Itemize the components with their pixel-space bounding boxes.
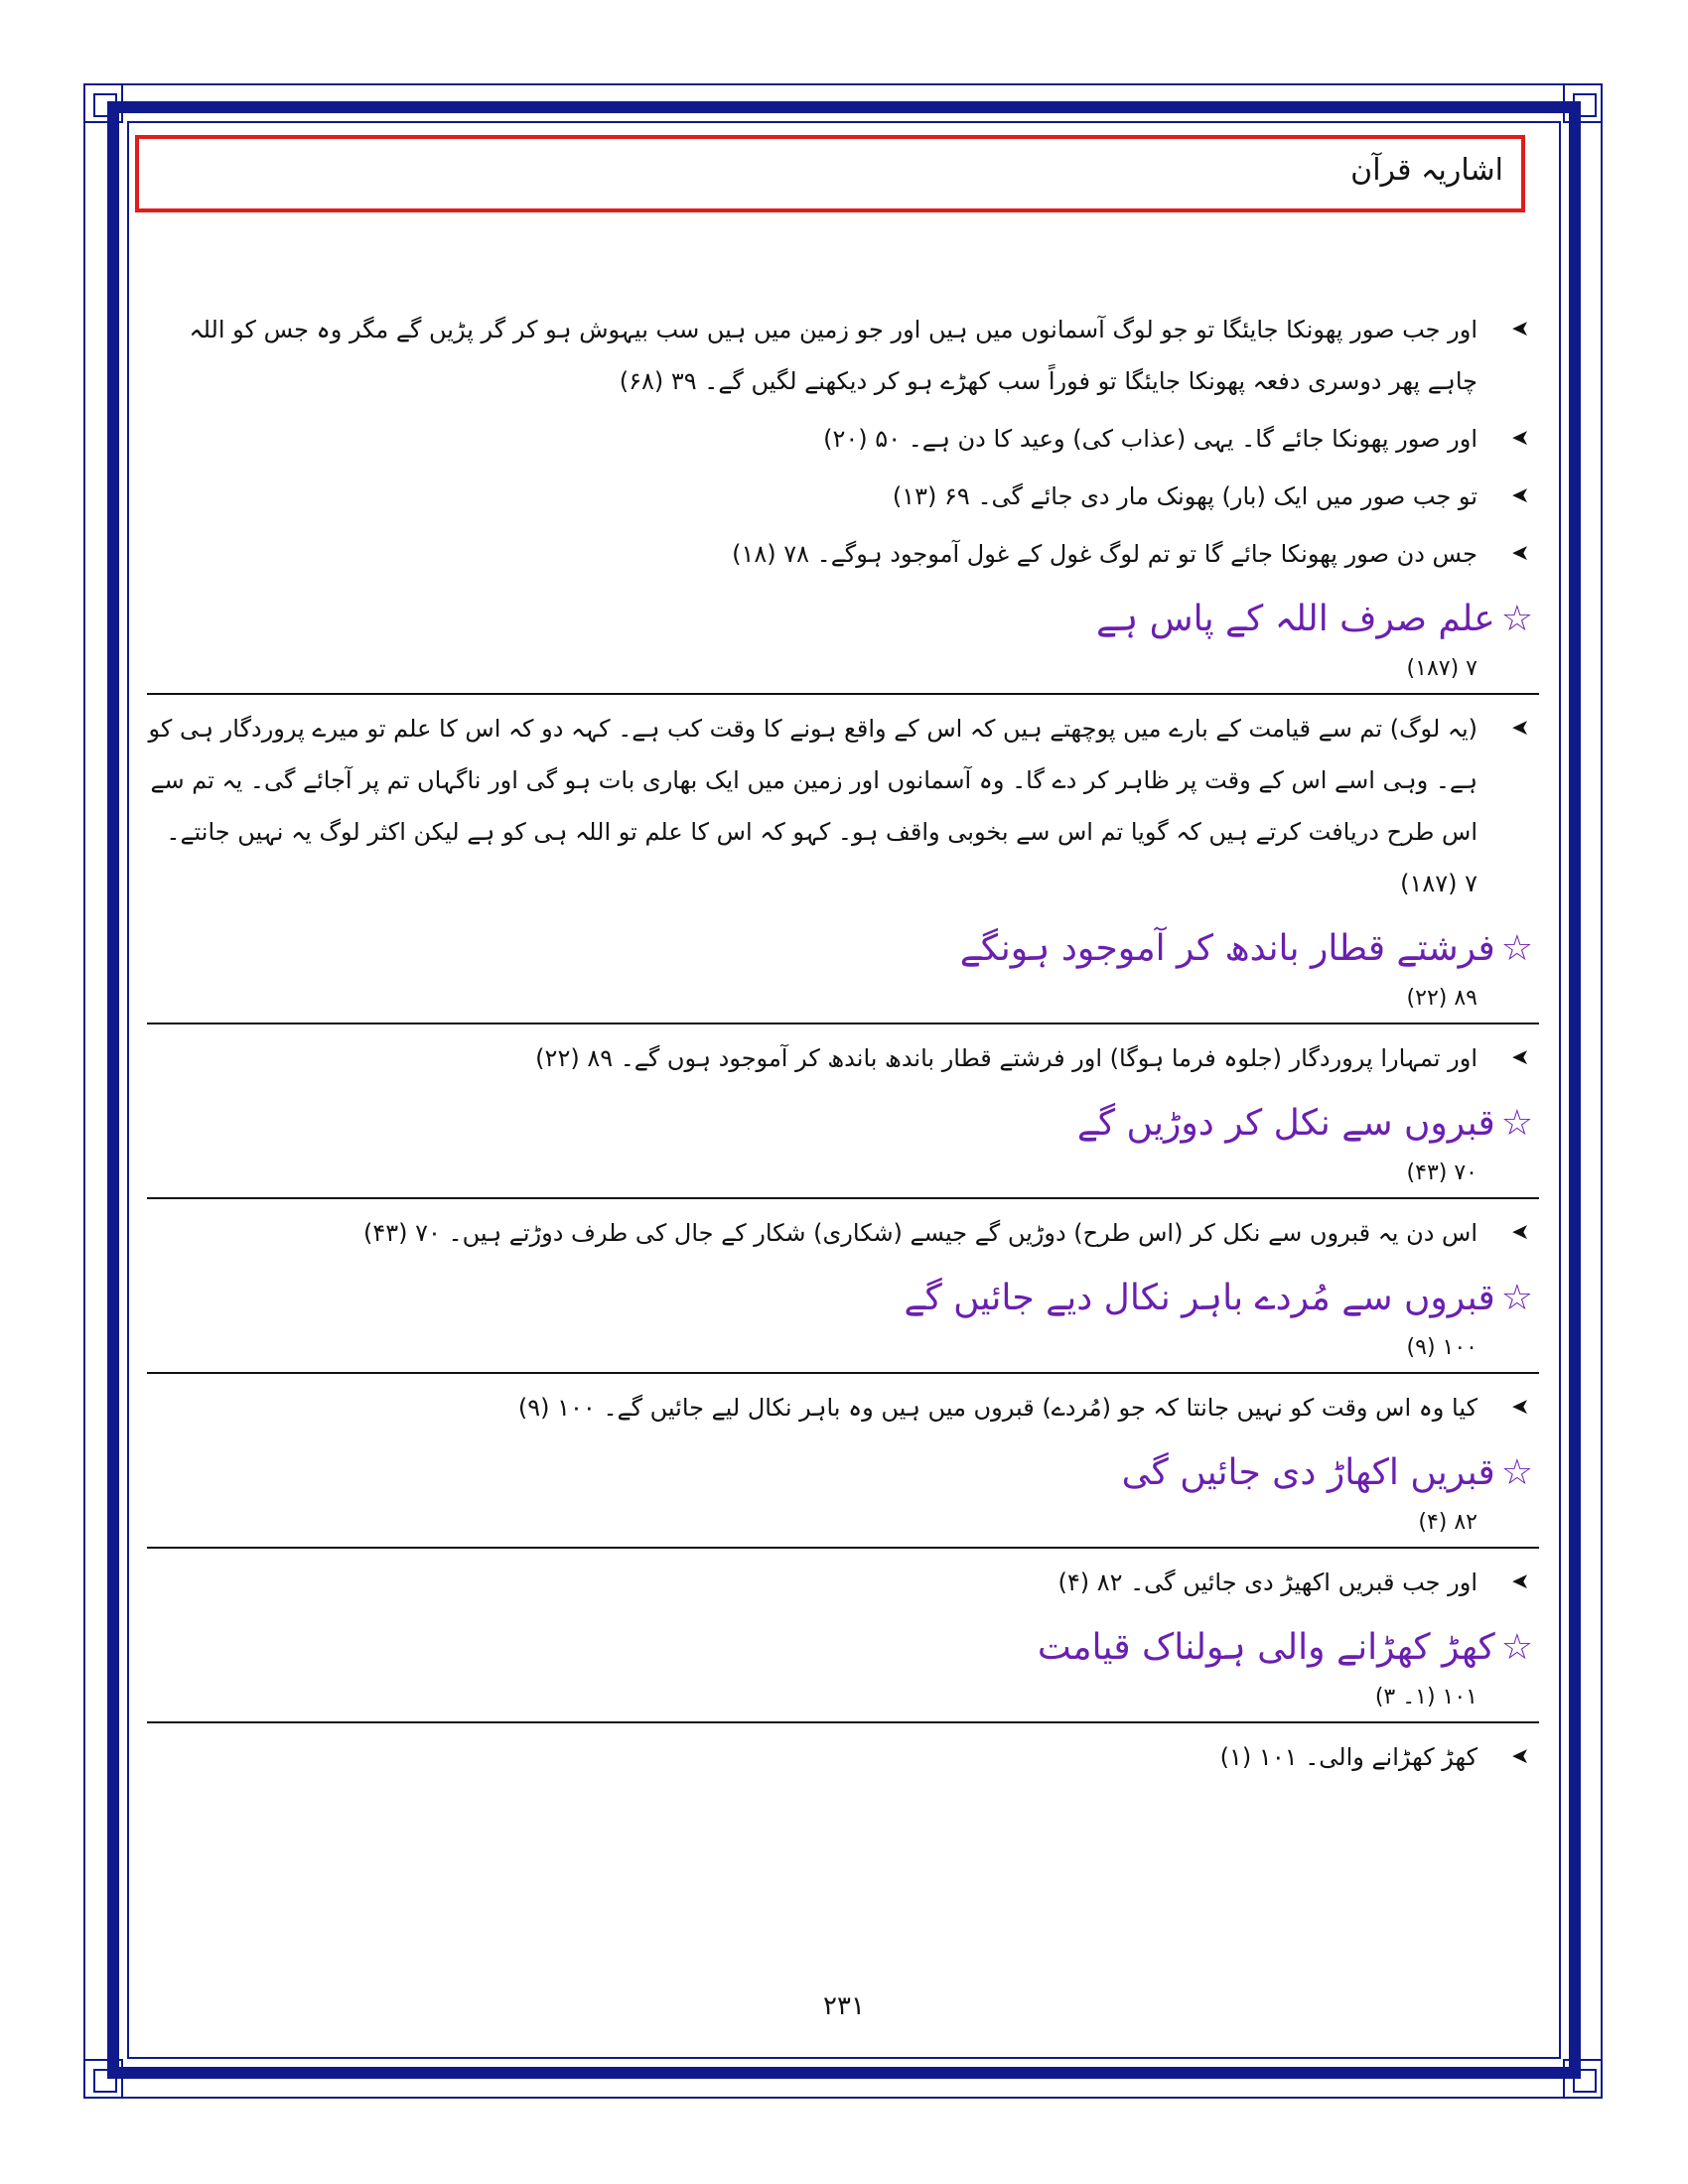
arrowhead-icon: ➤ <box>1510 1045 1529 1070</box>
section-heading-text: کھڑ کھڑانے والی ہولناک قیامت <box>1037 1627 1495 1668</box>
section-heading <box>147 590 1539 649</box>
section-reference: ۱۰۱ (۱۔ ۳) <box>1374 1685 1477 1709</box>
corner-ornament <box>83 2059 123 2099</box>
section-heading <box>147 919 1539 979</box>
list-item <box>147 1382 1539 1433</box>
section-reference: ۸۹ (۲۲) <box>1406 986 1477 1011</box>
list-item-text: کیا وہ اس وقت کو نہیں جانتا کہ جو (مُردے) قبروں میں ہیں وہ باہر نکال لیے جائیں گے۔ ۱۰۰ (۹) <box>517 1394 1477 1422</box>
header-title: اشاریہ قرآن <box>1350 153 1503 188</box>
list-item-text: اس دن یہ قبروں سے نکل کر (اس طرح) دوڑیں گے جیسے (شکاری) شکار کے جال کی طرف دوڑتے ہیں۔ ۷۰ (۴۳) <box>362 1219 1477 1247</box>
list-item <box>147 1207 1539 1259</box>
arrowhead-icon: ➤ <box>1510 1395 1529 1420</box>
corner-ornament <box>83 83 123 123</box>
section-reference: ۷۰ (۴۳) <box>1406 1160 1477 1185</box>
list-item <box>147 471 1539 522</box>
list-item-text: اور صور پھونکا جائے گا۔ یہی (عذاب کی) وعید کا دن ہے۔ ۵۰ (۲۰) <box>823 425 1477 453</box>
section-heading-text: فرشتے قطار باندھ کر آموجود ہونگے <box>959 928 1495 969</box>
list-item-text: کھڑ کھڑانے والی۔ ۱۰۱ (۱) <box>1219 1743 1477 1771</box>
section-reference: ۷ (۱۸۷) <box>1406 656 1477 681</box>
divider <box>147 1721 1539 1723</box>
header-box <box>135 135 1525 212</box>
section-reference: ۱۰۰ (۹) <box>1406 1335 1477 1360</box>
divider <box>147 1197 1539 1199</box>
arrowhead-icon: ➤ <box>1510 716 1529 741</box>
section-heading-text: قبریں اکھاڑ دی جائیں گی <box>1121 1452 1495 1493</box>
section-heading <box>147 1269 1539 1328</box>
list-item <box>147 528 1539 580</box>
page-number: ۲۳۱ <box>823 1991 865 2021</box>
star-icon: ☆ <box>1500 928 1533 969</box>
corner-ornament <box>1563 2059 1603 2099</box>
list-item <box>147 413 1539 465</box>
list-item-text: (یہ لوگ) تم سے قیامت کے بارے میں پوچھتے ہیں کہ اس کے واقع ہونے کا وقت کب ہے۔ کہہ دو کہ اس کا علم تو میرے پروردگار ہی کو ہے۔ وہی اسے اس کے وقت پر ظاہر کر دے گا۔ وہ آسمانوں اور زمین میں ایک بھاری بات ہو گی اور ناگہاں تم پر آجائے گی۔ یہ تم سے اس طرح دریافت کرتے ہیں کہ گویا تم اس سے بخوبی واقف ہو۔ کہو کہ اس کا علم تو اللہ ہی کو ہے لیکن اکثر لوگ یہ نہیں جانتے۔ ۷ (۱۸۷) <box>148 715 1477 897</box>
divider <box>147 1547 1539 1549</box>
section-heading-text: قبروں سے نکل کر دوڑیں گے <box>1076 1103 1495 1144</box>
divider <box>147 1372 1539 1374</box>
list-item <box>147 304 1539 407</box>
arrowhead-icon: ➤ <box>1510 1744 1529 1769</box>
index-content <box>147 298 1539 1789</box>
section-reference: ۸۲ (۴) <box>1418 1510 1477 1535</box>
star-icon: ☆ <box>1500 1103 1533 1144</box>
arrowhead-icon: ➤ <box>1510 541 1529 566</box>
divider <box>147 1023 1539 1024</box>
arrowhead-icon: ➤ <box>1510 1220 1529 1245</box>
list-item <box>147 703 1539 909</box>
list-item <box>147 1731 1539 1783</box>
section-heading-text: علم صرف اللہ کے پاس ہے <box>1096 599 1495 639</box>
list-item <box>147 1557 1539 1608</box>
arrowhead-icon: ➤ <box>1510 317 1529 341</box>
list-item-text: اور جب قبریں اکھیڑ دی جائیں گی۔ ۸۲ (۴) <box>1057 1569 1477 1596</box>
list-item-text: تو جب صور میں ایک (بار) پھونک مار دی جائے گی۔ ۶۹ (۱۳) <box>892 482 1477 510</box>
section-heading <box>147 1618 1539 1678</box>
section-heading <box>147 1443 1539 1503</box>
section-heading-text: قبروں سے مُردے باہر نکال دیے جائیں گے <box>904 1278 1495 1318</box>
list-item-text: جس دن صور پھونکا جائے گا تو تم لوگ غول کے غول آموجود ہوگے۔ ۷۸ (۱۸) <box>732 540 1477 568</box>
star-icon: ☆ <box>1500 1278 1533 1318</box>
star-icon: ☆ <box>1500 1452 1533 1493</box>
star-icon: ☆ <box>1500 1627 1533 1668</box>
divider <box>147 693 1539 695</box>
list-item-text: اور جب صور پھونکا جایئگا تو جو لوگ آسمانوں میں ہیں اور جو زمین میں ہیں سب بیہوش ہو کر گر پڑیں گے مگر وہ جس کو اللہ چاہے پھر دوسری دفعہ پھونکا جایئگا تو فوراً سب کھڑے ہو کر دیکھنے لگیں گے۔ ۳۹ (۶۸) <box>189 316 1477 395</box>
list-item-text: اور تمہارا پروردگار (جلوہ فرما ہوگا) اور فرشتے قطار باندھ باندھ کر آموجود ہوں گے۔ ۸۹ (۲۲) <box>535 1044 1477 1072</box>
corner-ornament <box>1563 83 1603 123</box>
arrowhead-icon: ➤ <box>1510 426 1529 451</box>
arrowhead-icon: ➤ <box>1510 1570 1529 1594</box>
arrowhead-icon: ➤ <box>1510 483 1529 508</box>
star-icon: ☆ <box>1500 599 1533 639</box>
section-heading <box>147 1094 1539 1154</box>
list-item <box>147 1032 1539 1084</box>
